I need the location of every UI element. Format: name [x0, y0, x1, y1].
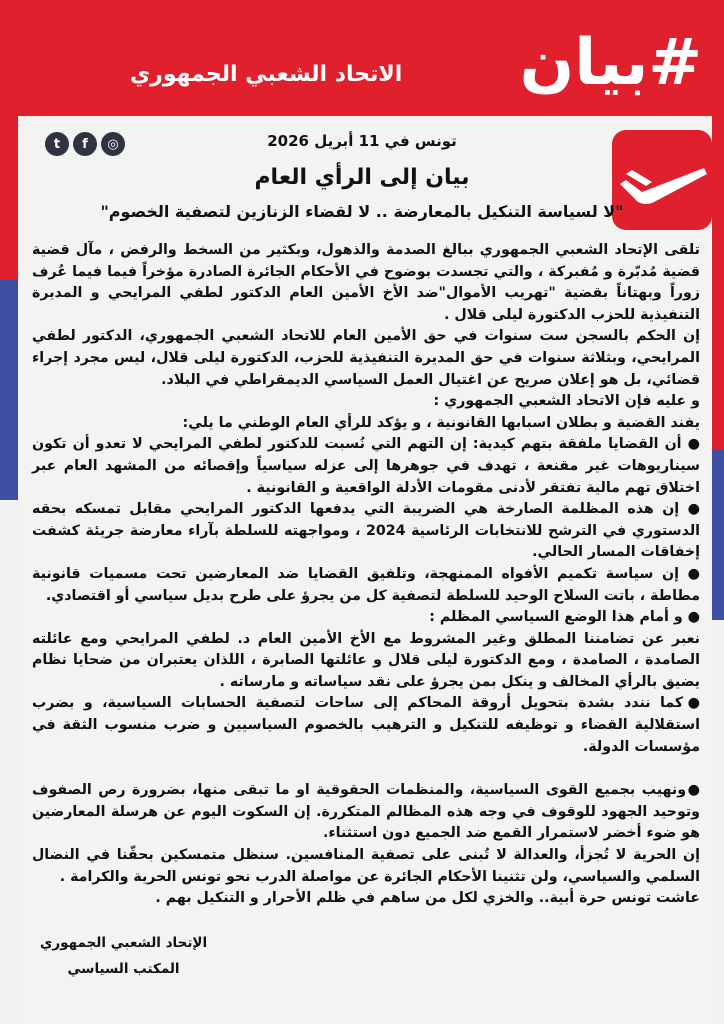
organization-name: الاتحاد الشعبي الجمهوري	[130, 62, 403, 87]
paragraph: إن الحرية لا تُجزأ، والعدالة لا تُبنى على تصفية المنافسين. سنظل متمسكين بحقّنا في النضال السلمي والسياسي، ولن تثنينا الأحكام الجائرة عن مواصلة الدرب نحو تونس الحرية والكرامة .	[32, 847, 700, 885]
statement-body	[32, 240, 700, 910]
signature-office: المكتب السياسي	[67, 961, 180, 977]
paragraph: و عليه فإن الاتحاد الشعبي الجمهوري :	[433, 393, 700, 410]
statement-date: تونس في 11 أبريل 2026	[267, 132, 457, 150]
bullet-paragraph: ● و أمام هذا الوضع السياسي المظلم :	[429, 609, 700, 626]
instagram-icon[interactable]: ◎	[101, 132, 125, 156]
signature	[40, 930, 207, 982]
bullet-paragraph: ●ونهيب بجميع القوى السياسية، والمنظمات الحقوقية او ما تبقى منها، بضرورة رص الصفوف وتوحيد الجهود للوقوف في وجه هذه المظالم المتكررة. إن السكوت اليوم عن هرسلة المعارضين هو ضوء أخضر لاستمرار القمع ضد الجميع دون استثناء.	[32, 782, 700, 842]
statement-subtitle: "لا لسياسة التنكيل بالمعارضة .. لا لقضاء الزنازين لتصفية الخصوم"	[100, 202, 624, 221]
paragraph: نعبر عن تضامننا المطلق وغير المشروط مع الأخ الأمين العام د. لطفي المرايحي ومع عائلته الصامدة ، الصامدة ، ومع الدكتورة ليلى قلال و عائلتها الصابرة ، اللذان يعتبران من ضحايا نظام يضيق بالرأي المخالف و ينكل بمن يجرؤ على نقد سياساته و مارساته .	[32, 630, 700, 690]
bullet-paragraph: ● أن القضايا ملفقة بتهم كيدية: إن التهم التي نُسبت للدكتور لطفي المرايحي لا تعدو أن تكون سيناريوهات غير مقنعة ، تهدف في جوهرها إلى عزله سياسياً وإقصائه من المشهد العام عبر اختلاق تهم مالية تفتقر لأدنى مقومات الأدلة الواقعية و القانونية .	[32, 436, 700, 496]
bullet-paragraph: ● إن سياسة تكميم الأفواه الممنهجة، وتلفيق القضايا ضد المعارضين تحت مسميات قانونية مطاطة ، باتت السلاح الوحيد للسلطة لتصفية كل من يجرؤ على طرح بديل سياسي أو اقتصادي.	[32, 565, 700, 604]
facebook-icon[interactable]: f	[73, 132, 97, 156]
signature-organization: الإتحاد الشعبي الجمهوري	[40, 935, 208, 951]
paragraph: عاشت تونس حرة أبية.. والخزي لكل من ساهم في ظلم الأحرار و التنكيل بهم .	[155, 890, 700, 907]
paragraph: يفند القضية و بطلان اسبابها القانونية ، و يؤكد للرأي العام الوطني ما يلي:	[182, 414, 700, 431]
twitter-icon[interactable]: t	[45, 132, 69, 156]
paragraph: تلقى الإتحاد الشعبي الجمهوري ببالغ الصدمة والذهول، وبكثير من السخط والرفض ، مآل قضية قضية مُدبّرة و مُفبركة ، والتي تجسدت بوضوح في الأحكام الجائرة الصادرة مؤخراً فيما فيما عُرف زوراً وبهتاناً بقضية "تهريب الأموال"ضد الأخ الأمين العام الدكتور لطفي المرايحي و المديرة التنفيذية للحزب الدكتورة ليلى قلال .	[32, 242, 700, 323]
bullet-paragraph: ●كما نندد بشدة بتحويل أروقة المحاكم إلى ساحات لتصفية الحسابات السياسية، و بضرب استقلالية القضاء و توظيفه للتنكيل و الترهيب بالخصوم السياسيين و ضرب منسوب الثقة في مؤسسات الدولة.	[32, 695, 700, 755]
paragraph: إن الحكم بالسجن ست سنوات في حق الأمين العام للاتحاد الشعبي الجمهوري، الدكتور لطفي المرايحي، وبثلاثة سنوات في حق المديرة التنفيذية للحزب، الدكتورة ليلى قلال، ليس مجرد إجراء قضائي، بل هو إعلان صريح عن اغتيال العمل السياسي الديمقراطي في البلاد.	[32, 328, 700, 388]
statement-title: بيان إلى الرأي العام	[254, 165, 470, 190]
hashtag-title: #بيان	[519, 26, 702, 100]
bullet-paragraph: ● إن هذه المظلمة الصارخة هي الضريبة التي يدفعها الدكتور المرايحي مقابل تمسكه بحقه الدستوري في الترشح للانتخابات الرئاسية 2024 ، ومواجهته للسلطة بآراء معارضة جريئة كشفت إخفاقات المسار الحالي.	[32, 501, 701, 561]
